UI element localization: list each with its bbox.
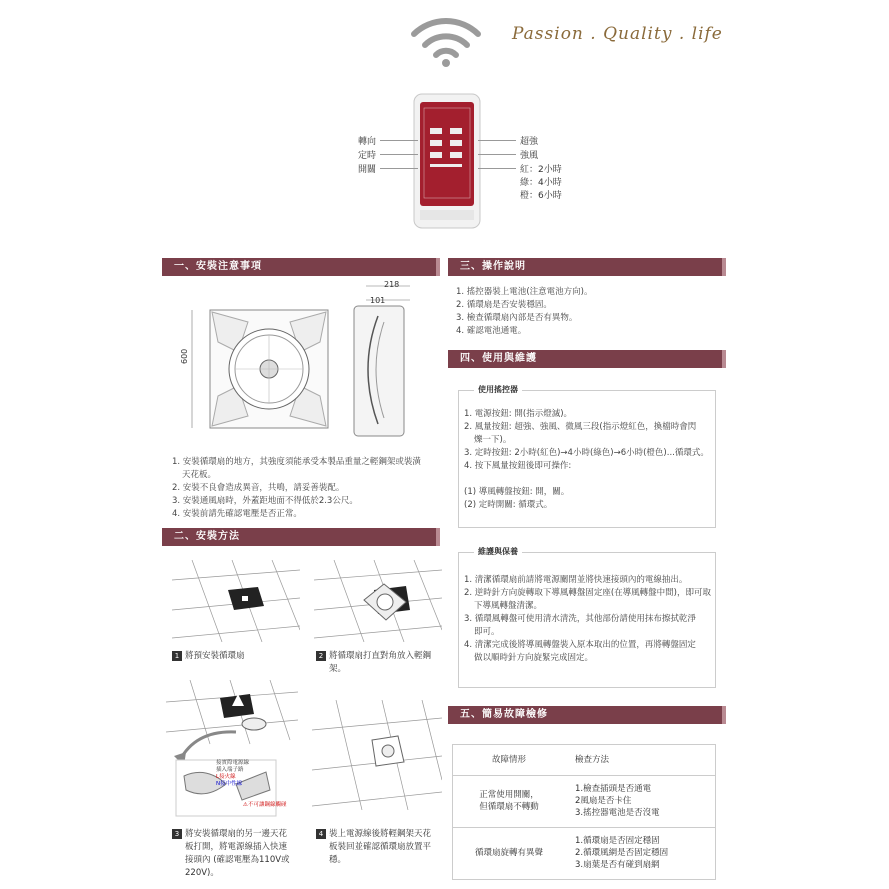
- label-timer-red: 紅：2小時: [520, 165, 562, 175]
- section-title-operation: 三、操作說明: [448, 258, 726, 276]
- header-issue: 故障情形: [491, 754, 526, 765]
- label-super-strong: 超強: [520, 137, 539, 147]
- remote-usage-title: 使用搖控器: [474, 384, 522, 395]
- remote-control-image: [412, 92, 482, 230]
- wiring-labels: 接實際電源線 插入端子路 L接火線 N接中性線: [216, 760, 250, 787]
- label-timer-green: 綠：4小時: [520, 178, 562, 188]
- label-strong: 強風: [520, 151, 539, 161]
- section-title-install-method: 二、安裝方法: [162, 528, 440, 546]
- section-title-install-notes: 一、安裝注意事項: [162, 258, 440, 276]
- troubleshoot-table: [453, 745, 715, 879]
- step-1-illustration: [172, 560, 300, 642]
- label-power: 開關: [357, 165, 376, 175]
- table-row: [453, 827, 715, 879]
- row-1-issue: 正常使用開關， 但循環扇不轉動: [453, 775, 565, 827]
- row-2-issue: 循環扇旋轉有異聲: [453, 827, 565, 879]
- label-timer: 定時: [357, 151, 376, 161]
- note-2: 2. 安裝不良會造成異音，共鳴，請妥善裝配。: [172, 483, 345, 493]
- dim-218: 218: [384, 280, 400, 289]
- wifi-icon: [410, 16, 482, 68]
- step-3-illustration: [166, 680, 298, 820]
- section-title-troubleshoot: 五、簡易故障檢修: [448, 706, 726, 724]
- dim-101: 101: [370, 296, 386, 305]
- leader-line: [380, 140, 418, 141]
- remote-usage-list: 1. 電源按鈕: 開(指示燈滅)。 2. 風量按鈕: 超強、強風、微風三段(指示燈紅色，換檔時會閃 爍一下)。 3. 定時按鈕: 2小時(紅色)→4小時(綠色)→6小時(橙色)...循環式。 4. 按下風量按鈕後即可操作: (1) 導風轉盤按鈕: 開，關。 (2) 定時開關: 循環式。: [464, 409, 709, 510]
- leader-line: [380, 154, 418, 155]
- warning-note: ⚠不可讓鋼線觸碰: [243, 802, 287, 808]
- maintenance-list: 1. 清潔循環扇前請將電源關閉並將快速接頭內的電線抽出。 2. 逆時針方向旋轉取下導風轉盤固定座(在導風轉盤中間)，即可取 下導風轉盤清潔。 3. 循環風轉盤可使用清水清洗，其他部份請使用抹布擦拭乾淨 即可。 4. 清潔完成後將導風轉盤裝入原本取出的位置，再將轉盤固定 做以順時針方向旋緊完成固定。: [464, 575, 711, 663]
- step-2-text: 2 將循環扇打直對角放入輕鋼 架。: [316, 650, 431, 676]
- row-2-checks: 1.循環扇是否固定穩固 2.循環風網是否固定穩固 3.扇葉是否有碰到扇網: [565, 827, 715, 879]
- step-4-text: 4 裝上電源線後將輕鋼架天花 板裝回並確認循環扇放置平 穩。: [316, 828, 431, 867]
- table-header-row: [453, 745, 715, 775]
- row-1-checks: 1.檢查插頭是否通電 2風扇是否卡住 3.搖控器電池是否沒電: [565, 775, 715, 827]
- step-4-illustration: [312, 700, 442, 810]
- operation-list: 1. 搖控器裝上電池(注意電池方向)。 2. 循環扇是否安裝穩固。 3. 檢查循環扇內部是否有異物。 4. 確認電池通電。: [456, 287, 593, 336]
- leader-line: [380, 168, 418, 169]
- section-title-use-maintain: 四、使用與維護: [448, 350, 726, 368]
- leader-line: [478, 154, 516, 155]
- note-1: 1. 安裝循環扇的地方，其強度須能承受本製品重量之輕鋼架或裝潢: [172, 457, 421, 467]
- warning-icon: ⚠: [243, 802, 248, 808]
- note-3: 3. 安裝通風扇時，外蓋距地面不得低於2.3公尺。: [172, 496, 358, 506]
- label-direction: 轉向: [357, 137, 376, 147]
- note-4: 4. 安裝前請先確認電壓是否正常。: [172, 509, 302, 519]
- header-check: 檢查方法: [575, 754, 610, 765]
- fan-dimension-drawing: [178, 282, 438, 442]
- step-3-text: 3 將安裝循環扇的另一邊天花 板打開，將電源線插入快速 接頭內 (確認電壓為110V或 220V)。: [172, 828, 290, 880]
- table-row: [453, 775, 715, 827]
- step-1-text: 1 將預安裝循環扇: [172, 650, 245, 663]
- note-1-cont: 天花板。: [182, 470, 217, 480]
- leader-line: [478, 168, 516, 169]
- dim-600: 600: [180, 348, 189, 364]
- step-2-illustration: [314, 560, 442, 642]
- leader-line: [478, 140, 516, 141]
- label-timer-orange: 橙：6小時: [520, 191, 562, 201]
- brand-slogan: Passion . Quality . life: [512, 24, 723, 44]
- maintenance-title: 維護與保養: [474, 546, 522, 557]
- install-notes-list: [172, 456, 421, 521]
- troubleshoot-table-wrap: [452, 744, 716, 880]
